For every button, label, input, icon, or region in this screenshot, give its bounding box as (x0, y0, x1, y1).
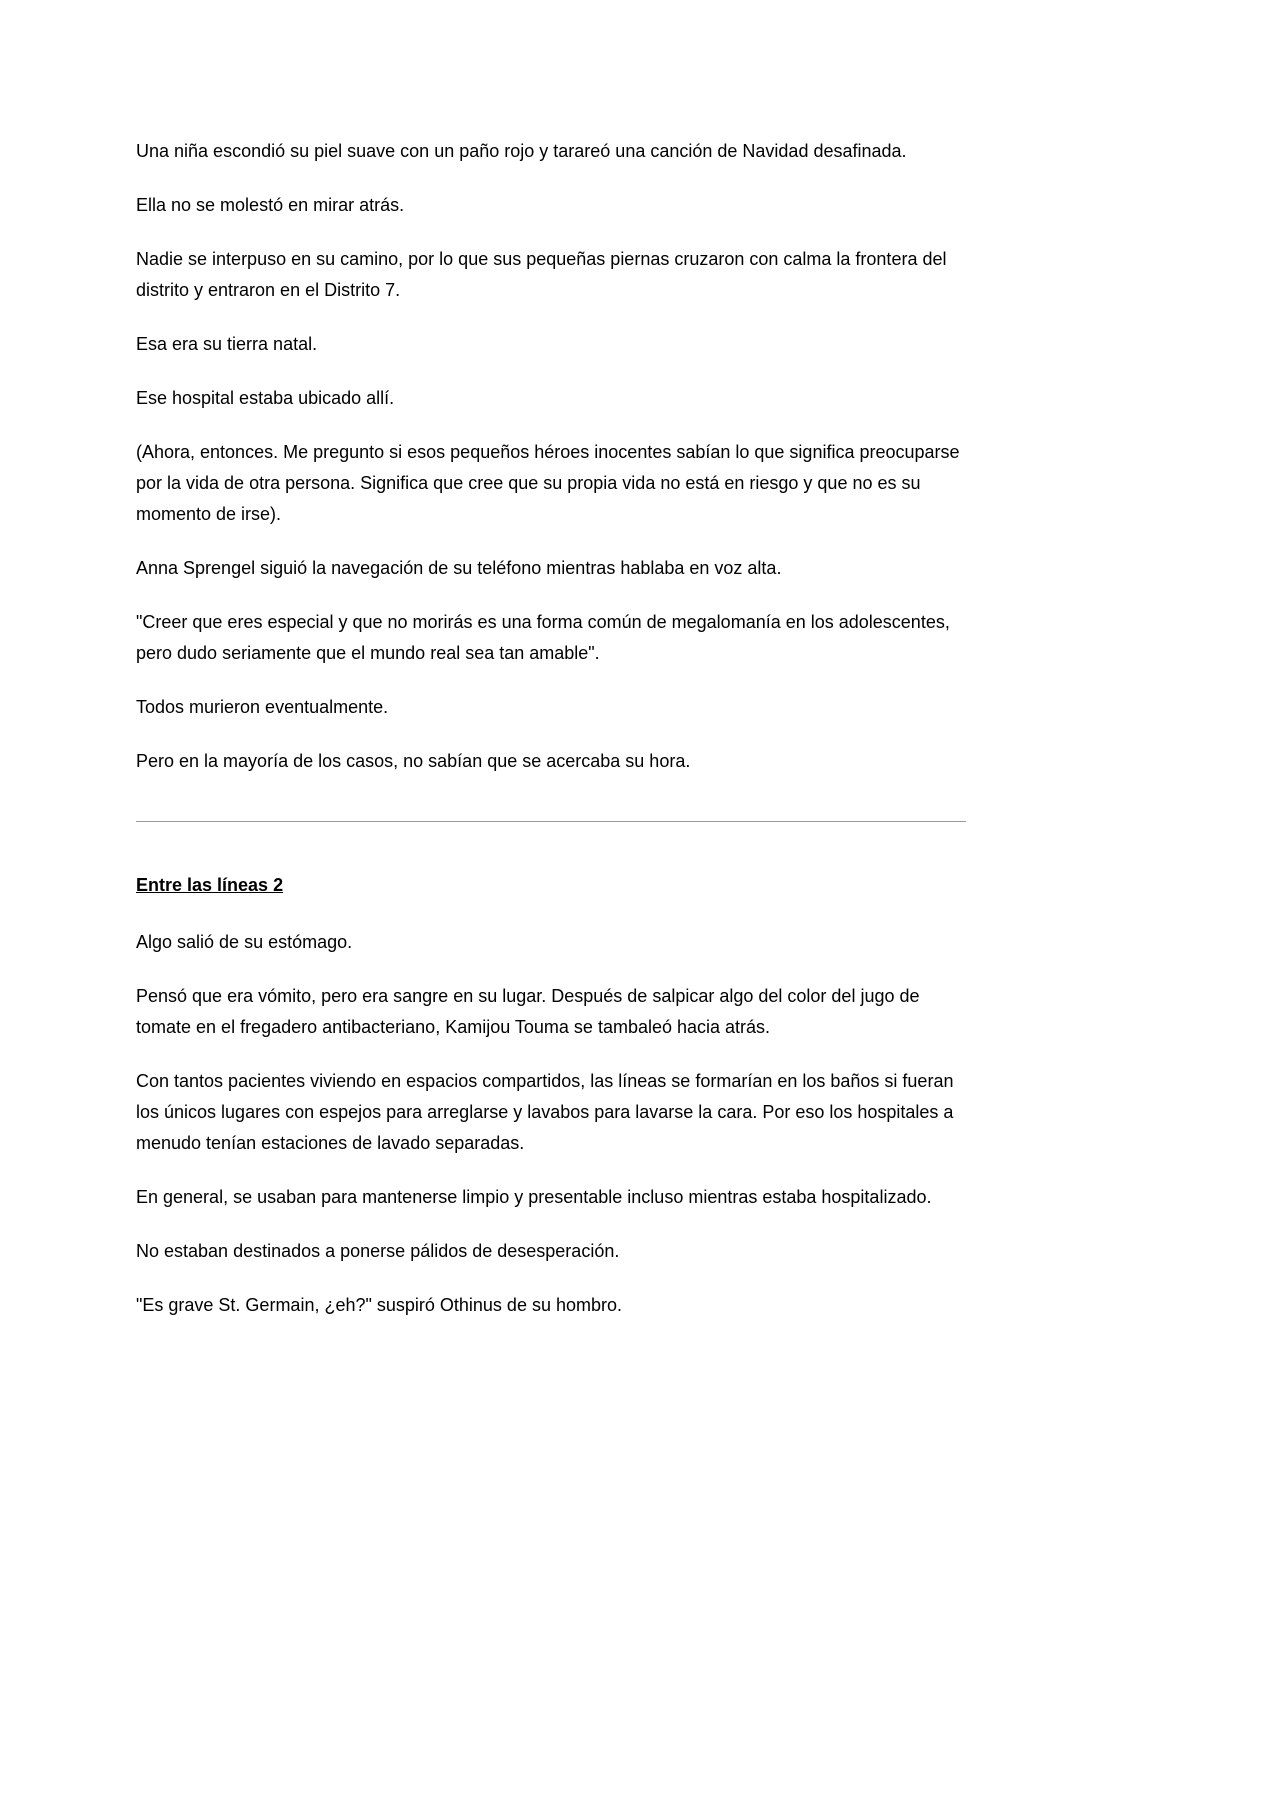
document-content (136, 136, 966, 1344)
body-paragraph: Anna Sprengel siguió la navegación de su teléfono mientras hablaba en voz alta. (136, 558, 782, 578)
body-paragraph: Esa era su tierra natal. (136, 334, 318, 354)
body-paragraph: (Ahora, entonces. Me pregunto si esos pequeños héroes inocentes sabían lo que significa preocuparse por la vida de otra persona. Significa que cree que su propia vida no está en riesgo y que no es su momento de irse). (136, 442, 960, 524)
body-paragraph: No estaban destinados a ponerse pálidos de desesperación. (136, 1241, 620, 1261)
body-paragraph: Pensó que era vómito, pero era sangre en su lugar. Después de salpicar algo del color del jugo de tomate en el fregadero antibacteriano, Kamijou Touma se tambaleó hacia atrás. (136, 986, 920, 1037)
body-paragraph: Con tantos pacientes viviendo en espacios compartidos, las líneas se formarían en los baños si fueran los únicos lugares con espejos para arreglarse y lavabos para lavarse la cara. Por eso los hospitales a menudo tenían estaciones de lavado separadas. (136, 1071, 954, 1153)
body-paragraph: Todos murieron eventualmente. (136, 697, 389, 717)
body-paragraph: Nadie se interpuso en su camino, por lo que sus pequeñas piernas cruzaron con calma la frontera del distrito y entraron en el Distrito 7. (136, 249, 947, 300)
body-paragraph: Pero en la mayoría de los casos, no sabían que se acercaba su hora. (136, 751, 691, 771)
body-paragraph: "Es grave St. Germain, ¿eh?" suspiró Othinus de su hombro. (136, 1295, 622, 1315)
body-paragraph: "Creer que eres especial y que no morirás es una forma común de megalomanía en los adolescentes, pero dudo seriamente que el mundo real sea tan amable". (136, 612, 950, 663)
section-divider (136, 821, 966, 822)
body-paragraph: Ella no se molestó en mirar atrás. (136, 195, 405, 215)
section-heading: Entre las líneas 2 (136, 875, 284, 895)
body-paragraph: Ese hospital estaba ubicado allí. (136, 388, 395, 408)
body-paragraph: Algo salió de su estómago. (136, 932, 353, 952)
body-paragraph: Una niña escondió su piel suave con un paño rojo y tarareó una canción de Navidad desafinada. (136, 141, 907, 161)
body-paragraph: En general, se usaban para mantenerse limpio y presentable incluso mientras estaba hospitalizado. (136, 1187, 932, 1207)
